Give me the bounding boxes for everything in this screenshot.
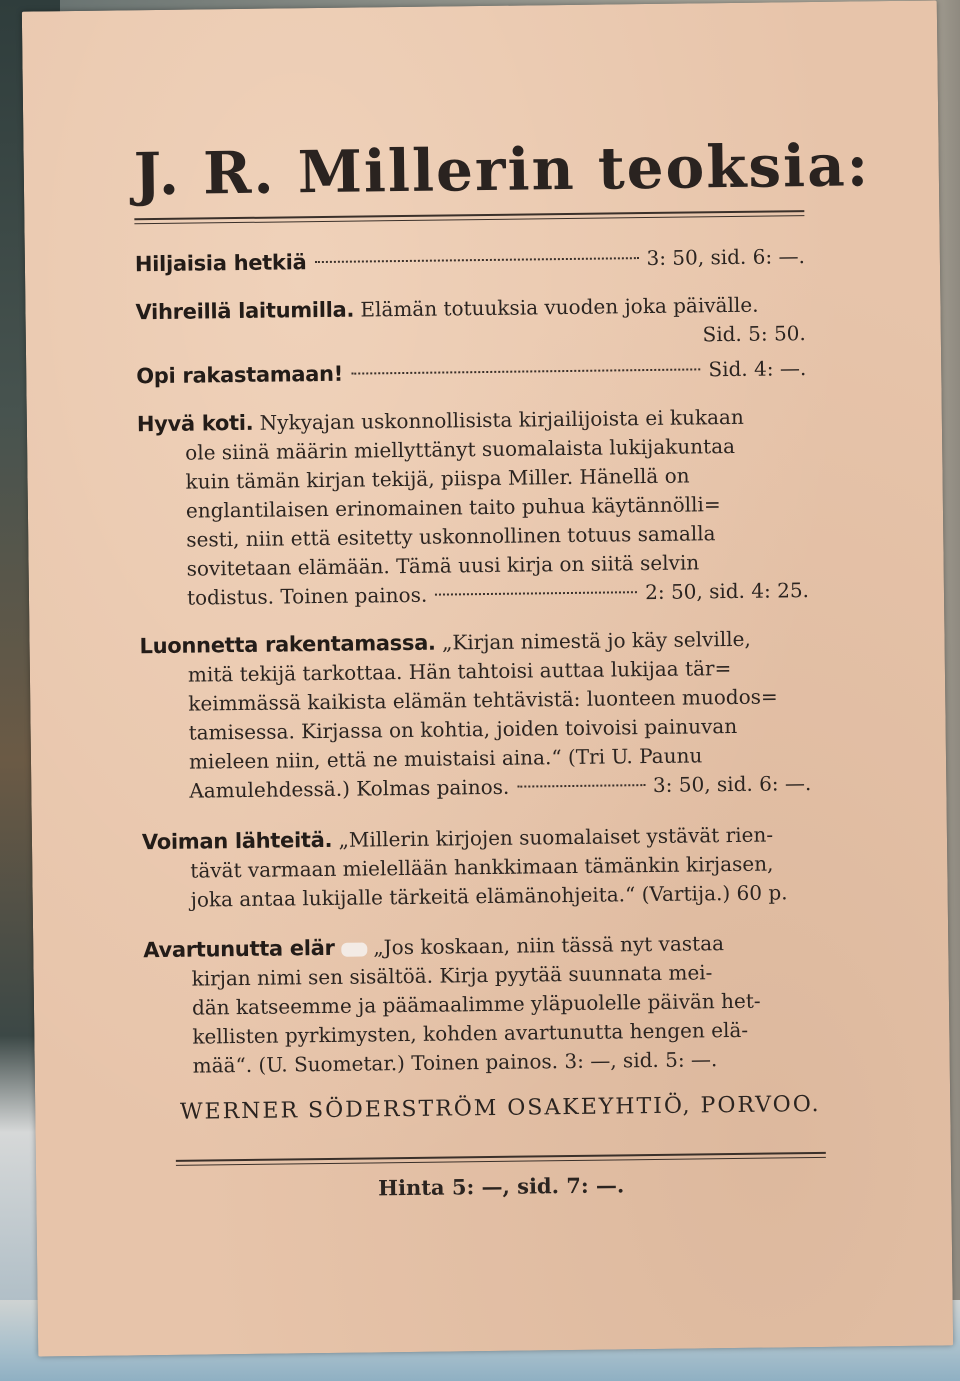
- book-description: Elämän totuuksia vuoden joka päivälle.: [360, 292, 759, 322]
- description-line: englantilaisen erinomainen taito puhua käytännölli=: [185, 492, 721, 523]
- book-title: Hyvä koti.: [136, 410, 254, 437]
- torn-spot: [341, 942, 367, 956]
- book-title: Hiljaisia hetkiä: [134, 250, 307, 277]
- book-title: Opi rakastamaan!: [136, 361, 344, 389]
- book-description: „Millerin kirjojen suomalaiset ystävät rien-: [338, 822, 774, 852]
- leader-dots: [435, 591, 637, 595]
- description-line: keimmässä kaikista elämän tehtävistä: luonteen muodos=: [188, 684, 778, 716]
- description-line: todistus. Toinen painos.: [186, 582, 428, 610]
- page-title: J. R. Millerin teoksia:: [133, 131, 871, 209]
- book-title: Vihreillä laitumilla.: [135, 297, 355, 325]
- book-title: Luonnetta rakentamassa.: [139, 630, 436, 659]
- description-line: dän katseemme ja päämaalimme yläpuolelle päivän het-: [191, 988, 761, 1020]
- book-price: Sid. 4: —.: [708, 356, 807, 382]
- book-title: Voiman lähteitä.: [141, 827, 333, 855]
- price-line: Hinta 5: —, sid. 7: —.: [378, 1172, 625, 1201]
- description-line: mieleen niin, että ne muistaisi aina.“ (Tri U. Paunu: [188, 743, 703, 774]
- book-entry-vihreilla-laitumilla: [135, 290, 806, 356]
- book-entry-luonnetta-rakentamassa: [139, 624, 811, 806]
- book-entry-hyva-koti: [137, 402, 809, 613]
- description-line: mitä tekijä tarkottaa. Hän tahtoisi auttaa lukijaa tär=: [187, 656, 732, 687]
- book-entry-hiljaisia-hetkia: [135, 242, 805, 279]
- book-description: Nykyajan uskonnollisista kirjailijoista ei kukaan: [259, 404, 744, 435]
- book-entry-opi-rakastamaan: [136, 354, 806, 391]
- description-line: kellisten pyrkimysten, kohden avartunutta hengen elä-: [192, 1017, 749, 1049]
- book-entry-voiman-lahteita: [142, 820, 813, 915]
- book-entry-avartunutta-elamaa: [143, 928, 815, 1081]
- description-line: joka antaa lukijalle tärkeitä elämänohjeita.“ (Vartija.) 60 p.: [190, 880, 788, 912]
- description-line: tävät varmaan mielellään hankkimaan tämänkin kirjasen,: [190, 851, 774, 883]
- publisher: WERNER SÖDERSTRÖM OSAKEYHTIÖ, PORVOO.: [179, 1091, 821, 1125]
- book-title: Avartunutta elär: [143, 935, 335, 963]
- book-price: 3: 50, sid. 6: —.: [652, 771, 812, 797]
- description-line: sesti, niin että esitetty uskonnollinen totuus samalla: [186, 521, 716, 552]
- description-line: ole siinä määrin miellyttänyt suomalaista lukijakuntaa: [185, 433, 736, 465]
- leader-dots: [314, 257, 638, 263]
- footer-rule: [176, 1152, 826, 1166]
- book-description: „Kirjan nimestä jo käy selville,: [441, 626, 751, 655]
- description-line: tamisessa. Kirjassa on kohtia, joiden toivoisi painuvan: [188, 713, 738, 745]
- book-price: 2: 50, sid. 4: 25.: [645, 578, 810, 605]
- leader-dots: [351, 368, 700, 374]
- description-line: mää“. (U. Suometar.) Toinen painos. 3: —, sid. 5: —.: [192, 1047, 718, 1078]
- book-back-cover: [22, 0, 953, 1356]
- description-line: kirjan nimi sen sisältöä. Kirja pyytää suunnata mei-: [191, 960, 713, 991]
- book-description: „Jos koskaan, niin tässä nyt vastaa: [373, 931, 725, 960]
- leader-dots: [517, 784, 645, 788]
- book-price: Sid. 5: 50.: [702, 321, 806, 347]
- description-line: kuin tämän kirjan tekijä, piispa Miller. Hänellä on: [185, 463, 690, 494]
- description-line: Aamulehdessä.) Kolmas painos.: [189, 774, 510, 803]
- title-rule: [134, 210, 804, 224]
- description-line: sovitetaan elämään. Tämä uusi kirja on siitä selvin: [186, 550, 700, 581]
- book-price: 3: 50, sid. 6: —.: [646, 244, 806, 271]
